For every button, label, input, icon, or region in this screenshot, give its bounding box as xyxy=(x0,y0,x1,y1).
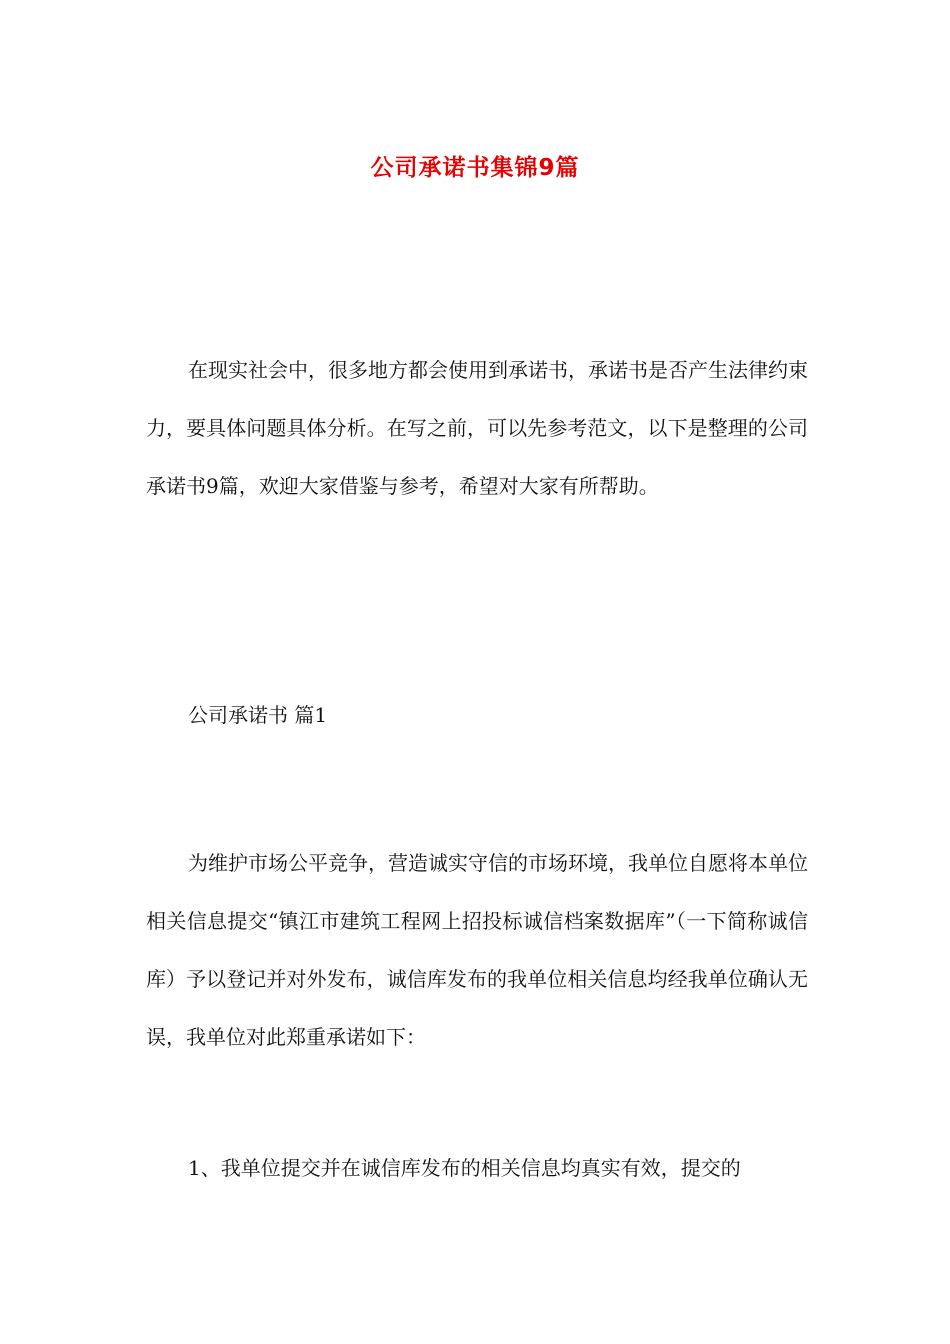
intro-paragraph: 在现实社会中，很多地方都会使用到承诺书，承诺书是否产生法律约束力，要具体问题具体分析。在写之前，可以先参考范文，以下是整理的公司承诺书9篇，欢迎大家借鉴与参考，希望对大家有所帮助。 xyxy=(146,358,808,498)
document-title: 公司承诺书集锦9篇 xyxy=(370,155,580,182)
section-heading: 公司承诺书 篇1 xyxy=(188,703,328,727)
section-paragraph: 为维护市场公平竞争，营造诚实守信的市场环境，我单位自愿将本单位相关信息提交“镇江市建筑工程网上招投标诚信档案数据库”（一下简称诚信库）予以登记并对外发布，诚信库发布的我单位相关信息均经我单位确认无误，我单位对此郑重承诺如下： xyxy=(146,851,808,1049)
list-item: 1、我单位提交并在诚信库发布的相关信息均真实有效，提交的 xyxy=(188,1156,741,1180)
